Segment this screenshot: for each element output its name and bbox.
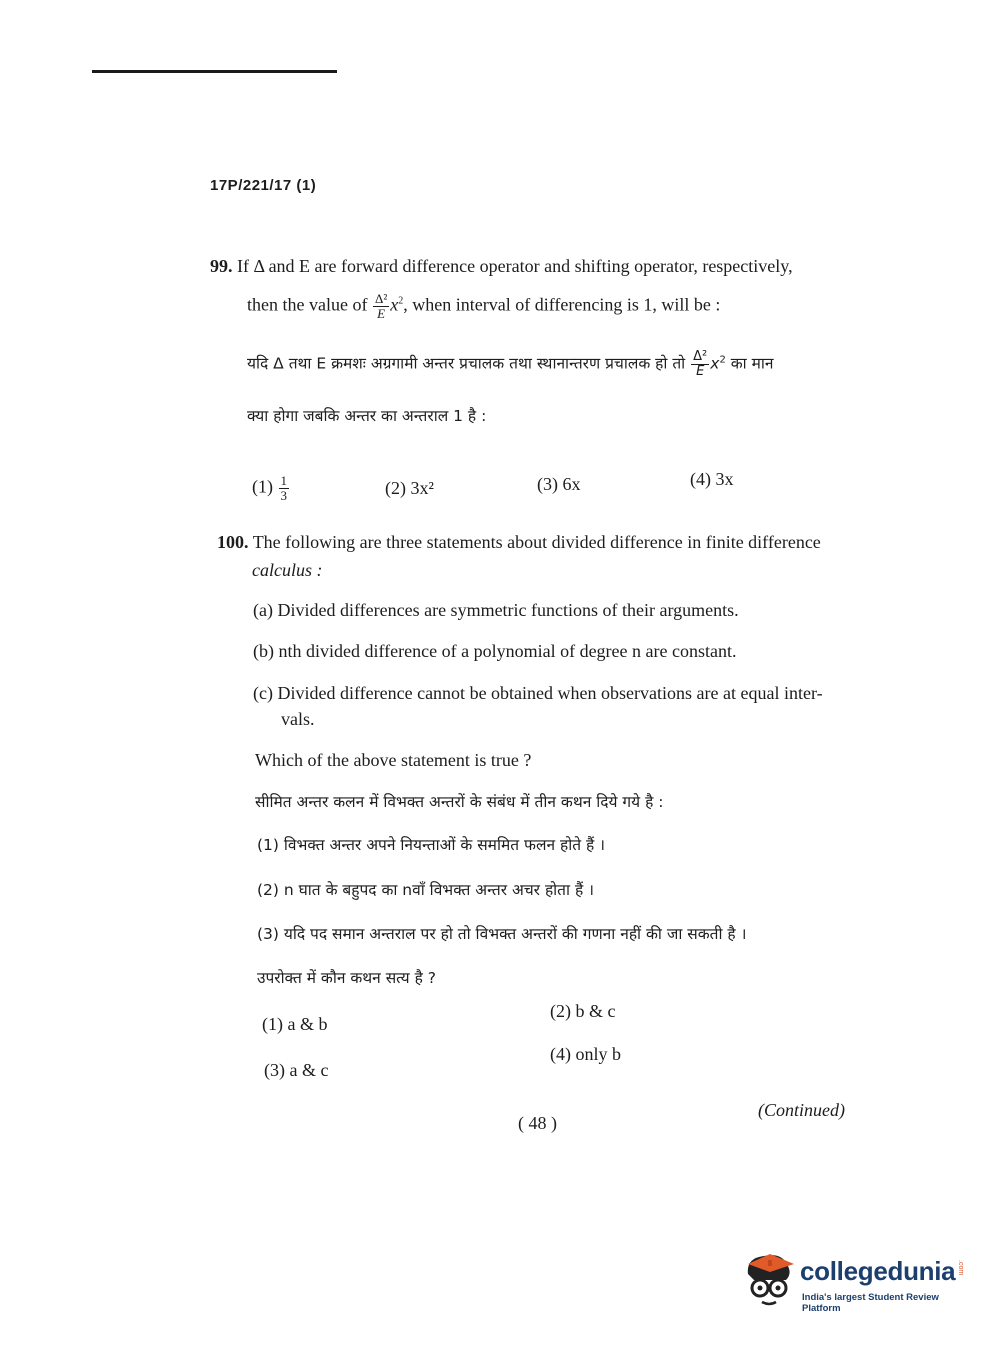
q100-question-en: Which of the above statement is true ? bbox=[255, 750, 532, 770]
top-rule bbox=[92, 70, 337, 73]
q99-option-1 bbox=[252, 474, 290, 502]
q99-fraction bbox=[373, 292, 389, 320]
q100-option-1: (1) a & b bbox=[262, 1014, 328, 1034]
q99-option-4: (4) 3x bbox=[690, 469, 734, 489]
page-number: ( 48 ) bbox=[518, 1113, 557, 1133]
q99-frac-num: Δ² bbox=[374, 291, 388, 306]
q99-hi-frac-num: Δ² bbox=[693, 349, 708, 364]
q99-line2: then the value of $\frac{\text{Δ²}}{E}$ $x^2$, when interval of differencing is 1, will be : bbox=[247, 291, 721, 321]
q99-line1 bbox=[210, 256, 793, 277]
q99-hi-line1-post: का मान bbox=[730, 354, 774, 373]
q99-hi-line2: क्या होगा जबकि अन्तर का अन्तराल 1 है : bbox=[247, 407, 487, 425]
q100-statement-c-cont: vals. bbox=[281, 709, 315, 729]
mascot-icon bbox=[742, 1250, 800, 1312]
q100-option-2: (2) b & c bbox=[550, 1001, 616, 1021]
q100-en-line2: calculus : bbox=[252, 560, 323, 580]
logo-name: collegedunia bbox=[800, 1256, 956, 1286]
continued-label: (Continued) bbox=[758, 1100, 845, 1120]
q99-hi-frac-den: E bbox=[696, 363, 705, 379]
q100-en-line1: The following are three statements about divided difference in finite difference bbox=[252, 532, 821, 552]
q100-hi-1: (1) विभक्त अन्तर अपने नियन्ताओं के सममित फलन होते हैं । bbox=[257, 836, 606, 854]
q100-line1 bbox=[217, 532, 821, 553]
q100-hi-3: (3) यदि पद समान अन्तराल पर हो तो विभक्त अन्तरों की गणना नहीं की जा सकती है । bbox=[257, 925, 747, 943]
q99-option-3: (3) 6x bbox=[537, 474, 581, 494]
q99-hi-fraction bbox=[691, 350, 709, 378]
q100-option-3: (3) a & c bbox=[264, 1060, 329, 1080]
q100-option-4: (4) only b bbox=[550, 1044, 621, 1064]
q100-statement-b: (b) nth divided difference of a polynomial of degree n are constant. bbox=[253, 641, 737, 661]
q99-en-line2-pre: then the value of bbox=[247, 294, 368, 315]
q100-statement-c: (c) Divided difference cannot be obtained when observations are at equal inter- bbox=[253, 683, 823, 703]
paper-code: 17P/221/17 (1) bbox=[210, 177, 317, 194]
q99-en-line1: If Δ and E are forward difference operator and shifting operator, respectively, bbox=[237, 256, 793, 276]
q99-frac-den: E bbox=[377, 305, 386, 321]
logo-tagline: India's largest Student Review Platform bbox=[802, 1292, 939, 1314]
q99-opt1-num: 1 bbox=[280, 473, 287, 488]
q100-hi-intro: सीमित अन्तर कलन में विभक्त अन्तरों के संबंध में तीन कथन दिये गये है : bbox=[255, 793, 664, 811]
q99-opt1-label: (1) bbox=[252, 476, 273, 497]
q99-hi-line1-pre: यदि Δ तथा E क्रमशः अग्रगामी अन्तर प्रचालक तथा स्थानान्तरण प्रचालक हो तो bbox=[247, 354, 686, 373]
logo-domain: .com bbox=[957, 1260, 964, 1276]
q99-en-line2-post: , when interval of differencing is 1, will be : bbox=[403, 294, 721, 315]
q100-statement-a: (a) Divided differences are symmetric functions of their arguments. bbox=[253, 600, 739, 620]
q100-number: 100. bbox=[217, 532, 249, 552]
q99-opt1-den: 3 bbox=[280, 487, 287, 503]
q99-number: 99. bbox=[210, 256, 233, 276]
collegedunia-logo bbox=[742, 1250, 972, 1312]
q99-opt1-fraction bbox=[279, 474, 290, 502]
q99-hi-line1: यदि Δ तथा E क्रमशः अग्रगामी अन्तर प्रचालक तथा स्थानान्तरण प्रचालक हो तो $\frac{\text{Δ²}}{E}$ $x^2$ का मान bbox=[247, 349, 774, 379]
q100-hi-2: (2) n घात के बहुपद का nवाँ विभक्त अन्तर अचर होता हैं । bbox=[257, 881, 594, 899]
q99-option-2: (2) 3x² bbox=[385, 478, 434, 498]
q100-hi-question: उपरोक्त में कौन कथन सत्य है ? bbox=[257, 969, 436, 987]
